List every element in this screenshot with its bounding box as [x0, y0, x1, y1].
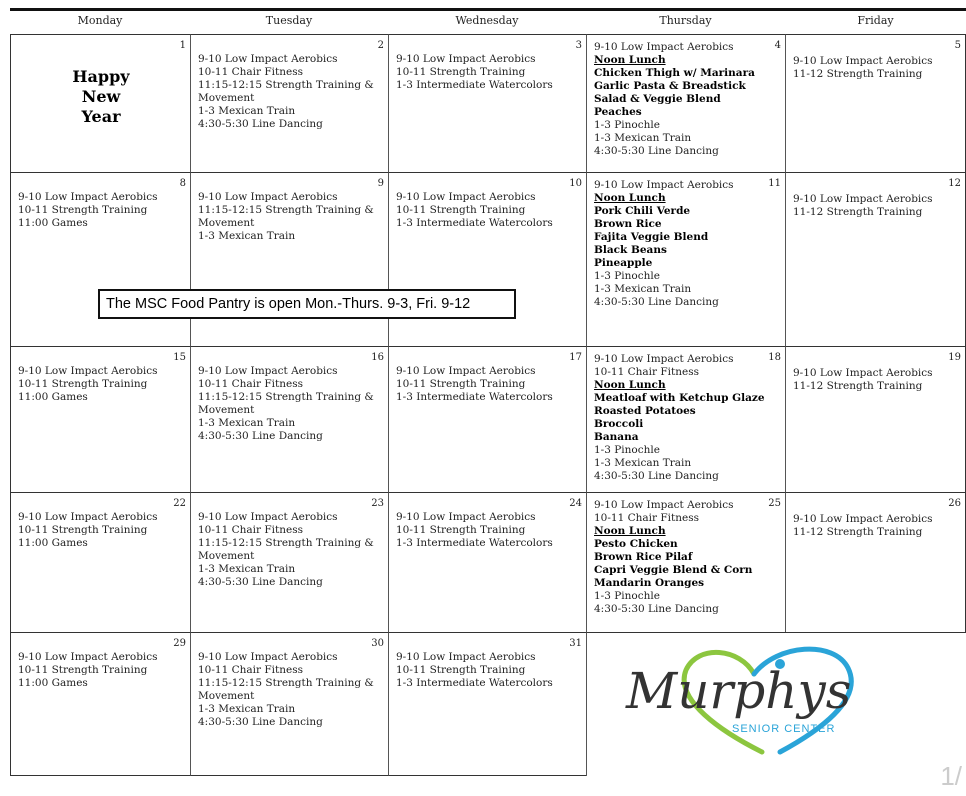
day-cell — [785, 34, 966, 172]
event-line: 1-3 Pinochle — [594, 119, 660, 131]
event-line: 11:00 Games — [18, 677, 88, 689]
event-line: 1-3 Pinochle — [594, 444, 660, 456]
holiday-note — [11, 67, 191, 127]
event-line: 9-10 Low Impact Aerobics — [594, 41, 734, 53]
event-line: 1-3 Mexican Train — [198, 563, 296, 575]
lunch-menu-item: Banana — [594, 431, 639, 443]
event-line: 1-3 Mexican Train — [198, 230, 296, 242]
day-cell — [10, 492, 190, 632]
event-list — [793, 193, 961, 219]
event-list — [198, 191, 384, 243]
day-number: 23 — [371, 498, 384, 509]
lunch-menu-item: Brown Rice Pilaf — [594, 551, 693, 563]
day-number: 11 — [768, 178, 781, 189]
weekday-header-wednesday: Wednesday — [455, 14, 519, 27]
event-line: 11-12 Strength Training — [793, 380, 923, 392]
murphys-senior-center-logo — [612, 640, 912, 760]
weekday-header-friday: Friday — [857, 14, 894, 27]
event-line: 4:30-5:30 Line Dancing — [594, 470, 719, 482]
day-cell — [586, 172, 785, 346]
event-line: 4:30-5:30 Line Dancing — [594, 145, 719, 157]
day-number: 31 — [569, 638, 582, 649]
day-number: 8 — [179, 178, 186, 189]
day-cell — [190, 34, 388, 172]
event-line: 9-10 Low Impact Aerobics — [793, 193, 933, 205]
event-line: 4:30-5:30 Line Dancing — [594, 296, 719, 308]
logo-graphic — [612, 640, 912, 760]
event-line: 9-10 Low Impact Aerobics — [793, 55, 933, 67]
event-list — [594, 41, 781, 158]
event-list — [18, 651, 186, 690]
noon-lunch-label: Noon Lunch — [594, 379, 666, 391]
day-cell — [586, 492, 785, 632]
event-list — [793, 513, 961, 539]
day-cell — [190, 172, 388, 346]
event-line: 11:00 Games — [18, 391, 88, 403]
event-line: 9-10 Low Impact Aerobics — [396, 53, 536, 65]
event-line: 4:30-5:30 Line Dancing — [198, 118, 323, 130]
event-list — [396, 191, 582, 230]
event-list — [396, 511, 582, 550]
event-line: 4:30-5:30 Line Dancing — [198, 576, 323, 588]
event-line: 10-11 Strength Training — [18, 204, 148, 216]
day-cell — [10, 34, 190, 172]
event-line: 11-12 Strength Training — [793, 526, 923, 538]
day-number: 16 — [371, 352, 384, 363]
lunch-menu-item: Broccoli — [594, 418, 644, 430]
event-line: 9-10 Low Impact Aerobics — [594, 499, 734, 511]
event-line: 1-3 Intermediate Watercolors — [396, 217, 553, 229]
event-line: 10-11 Chair Fitness — [198, 664, 303, 676]
event-line: 1-3 Mexican Train — [198, 105, 296, 117]
day-cell — [586, 34, 785, 172]
weekday-header-monday: Monday — [77, 14, 123, 27]
lunch-menu-item: Pork Chili Verde — [594, 205, 691, 217]
day-cell — [388, 492, 586, 632]
event-line: 10-11 Chair Fitness — [594, 366, 699, 378]
event-line: 1-3 Mexican Train — [198, 417, 296, 429]
event-line: 10-11 Strength Training — [396, 204, 526, 216]
event-list — [18, 511, 186, 550]
event-line: 9-10 Low Impact Aerobics — [198, 365, 338, 377]
svg-text:SENIOR CENTER: SENIOR CENTER — [732, 723, 836, 735]
lunch-menu-item: Chicken Thigh w/ Marinara — [594, 67, 755, 79]
event-line: 9-10 Low Impact Aerobics — [18, 511, 158, 523]
event-line: 10-11 Chair Fitness — [198, 66, 303, 78]
day-cell — [785, 346, 966, 492]
event-line: 9-10 Low Impact Aerobics — [18, 191, 158, 203]
lunch-menu-item: Mandarin Oranges — [594, 577, 705, 589]
lunch-menu-item: Brown Rice — [594, 218, 662, 230]
day-cell — [10, 172, 190, 346]
event-line: 1-3 Mexican Train — [198, 703, 296, 715]
event-line: 4:30-5:30 Line Dancing — [198, 716, 323, 728]
event-line: 1-3 Mexican Train — [594, 132, 692, 144]
holiday-line: Year — [81, 107, 121, 126]
event-line: 1-3 Intermediate Watercolors — [396, 677, 553, 689]
day-cell — [10, 632, 190, 776]
event-list — [594, 353, 781, 483]
day-number: 5 — [954, 40, 961, 51]
event-line: 1-3 Pinochle — [594, 590, 660, 602]
lunch-menu-item: Capri Veggie Blend & Corn — [594, 564, 753, 576]
event-list — [198, 511, 384, 589]
event-line: 9-10 Low Impact Aerobics — [396, 365, 536, 377]
event-line: 9-10 Low Impact Aerobics — [396, 651, 536, 663]
day-number: 19 — [948, 352, 961, 363]
day-number: 29 — [173, 638, 186, 649]
event-line: 10-11 Strength Training — [18, 664, 148, 676]
day-number: 30 — [371, 638, 384, 649]
event-line: 9-10 Low Impact Aerobics — [198, 191, 338, 203]
day-cell — [388, 346, 586, 492]
event-list — [594, 499, 781, 616]
day-cell — [388, 632, 586, 776]
event-line: 4:30-5:30 Line Dancing — [594, 603, 719, 615]
day-cell — [190, 632, 388, 776]
day-number: 4 — [774, 40, 781, 51]
lunch-menu-item: Salad & Veggie Blend — [594, 93, 721, 105]
weekday-header-thursday: Thursday — [659, 14, 712, 27]
event-line: 11:15-12:15 Strength Training & Movement — [198, 204, 374, 229]
day-number: 3 — [575, 40, 582, 51]
noon-lunch-label: Noon Lunch — [594, 525, 666, 537]
event-line: 9-10 Low Impact Aerobics — [198, 651, 338, 663]
day-number: 25 — [768, 498, 781, 509]
food-pantry-banner: The MSC Food Pantry is open Mon.-Thurs. 9-3, Fri. 9-12 — [98, 289, 516, 319]
day-cell — [190, 346, 388, 492]
event-line: 9-10 Low Impact Aerobics — [594, 353, 734, 365]
holiday-line: New — [81, 87, 121, 106]
event-line: 11:15-12:15 Strength Training & Movement — [198, 79, 374, 104]
event-list — [793, 367, 961, 393]
event-list — [198, 53, 384, 131]
event-list — [396, 651, 582, 690]
lunch-menu-item: Pineapple — [594, 257, 653, 269]
event-line: 1-3 Mexican Train — [594, 283, 692, 295]
event-line: 9-10 Low Impact Aerobics — [594, 179, 734, 191]
event-line: 1-3 Intermediate Watercolors — [396, 391, 553, 403]
day-number: 15 — [173, 352, 186, 363]
event-line: 11:00 Games — [18, 537, 88, 549]
day-cell — [785, 492, 966, 632]
event-line: 9-10 Low Impact Aerobics — [198, 53, 338, 65]
event-line: 10-11 Strength Training — [18, 378, 148, 390]
event-line: 10-11 Chair Fitness — [594, 512, 699, 524]
event-line: 10-11 Strength Training — [396, 66, 526, 78]
event-line: 11:15-12:15 Strength Training & Movement — [198, 537, 374, 562]
event-list — [396, 365, 582, 404]
event-line: 10-11 Chair Fitness — [198, 378, 303, 390]
event-line: 1-3 Intermediate Watercolors — [396, 79, 553, 91]
event-line: 10-11 Strength Training — [396, 524, 526, 536]
noon-lunch-label: Noon Lunch — [594, 54, 666, 66]
day-cell — [388, 172, 586, 346]
event-line: 9-10 Low Impact Aerobics — [18, 651, 158, 663]
day-number: 10 — [569, 178, 582, 189]
weekday-header-tuesday: Tuesday — [265, 14, 313, 27]
event-line: 10-11 Chair Fitness — [198, 524, 303, 536]
event-line: 9-10 Low Impact Aerobics — [198, 511, 338, 523]
event-line: 11-12 Strength Training — [793, 68, 923, 80]
svg-text:Murphys: Murphys — [626, 662, 852, 720]
lunch-menu-item: Pesto Chicken — [594, 538, 678, 550]
holiday-line: Happy — [72, 67, 130, 86]
day-number: 17 — [569, 352, 582, 363]
day-cell — [388, 34, 586, 172]
event-line: 9-10 Low Impact Aerobics — [396, 511, 536, 523]
day-cell — [10, 346, 190, 492]
event-line: 1-3 Mexican Train — [594, 457, 692, 469]
event-list — [198, 651, 384, 729]
event-line: 10-11 Strength Training — [18, 524, 148, 536]
day-number: 22 — [173, 498, 186, 509]
day-cell — [785, 172, 966, 346]
day-number: 9 — [377, 178, 384, 189]
page-number: 1/ — [940, 761, 962, 791]
event-line: 1-3 Pinochle — [594, 270, 660, 282]
day-number: 18 — [768, 352, 781, 363]
lunch-menu-item: Fajita Veggie Blend — [594, 231, 709, 243]
event-line: 9-10 Low Impact Aerobics — [793, 513, 933, 525]
lunch-menu-item: Meatloaf with Ketchup Glaze — [594, 392, 765, 404]
day-number: 2 — [377, 40, 384, 51]
event-line: 1-3 Intermediate Watercolors — [396, 537, 553, 549]
event-line: 9-10 Low Impact Aerobics — [396, 191, 536, 203]
event-list — [793, 55, 961, 81]
lunch-menu-item: Peaches — [594, 106, 642, 118]
day-cell — [586, 346, 785, 492]
event-line: 11:15-12:15 Strength Training & Movement — [198, 677, 374, 702]
day-number: 26 — [948, 498, 961, 509]
day-number: 24 — [569, 498, 582, 509]
event-line: 11:15-12:15 Strength Training & Movement — [198, 391, 374, 416]
day-number: 1 — [179, 40, 186, 51]
day-cell — [190, 492, 388, 632]
event-line: 10-11 Strength Training — [396, 378, 526, 390]
noon-lunch-label: Noon Lunch — [594, 192, 666, 204]
lunch-menu-item: Black Beans — [594, 244, 667, 256]
event-line: 4:30-5:30 Line Dancing — [198, 430, 323, 442]
event-list — [18, 191, 186, 230]
lunch-menu-item: Garlic Pasta & Breadstick — [594, 80, 746, 92]
event-list — [396, 53, 582, 92]
event-list — [18, 365, 186, 404]
event-list — [198, 365, 384, 443]
event-line: 10-11 Strength Training — [396, 664, 526, 676]
event-line: 11-12 Strength Training — [793, 206, 923, 218]
event-line: 9-10 Low Impact Aerobics — [793, 367, 933, 379]
event-line: 11:00 Games — [18, 217, 88, 229]
event-line: 9-10 Low Impact Aerobics — [18, 365, 158, 377]
day-number: 12 — [948, 178, 961, 189]
lunch-menu-item: Roasted Potatoes — [594, 405, 696, 417]
event-list — [594, 179, 781, 309]
